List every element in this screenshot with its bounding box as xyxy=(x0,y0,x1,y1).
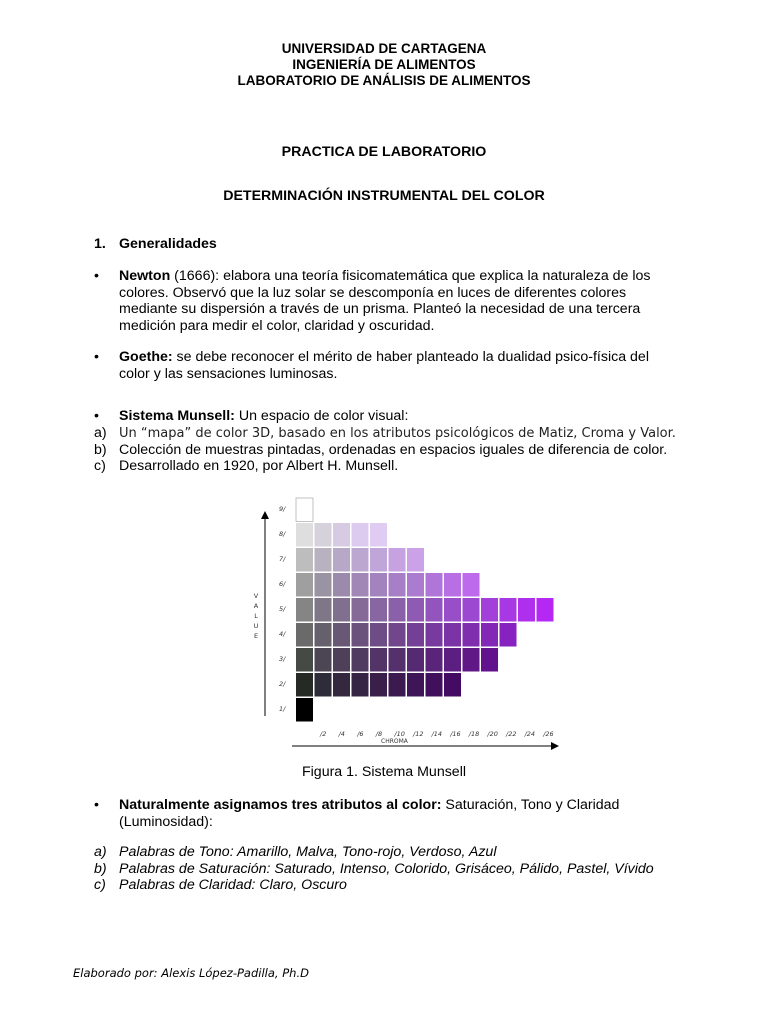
munsell-item-a: Un “mapa” de color 3D, basado en los atributos psicológicos de Matiz, Croma y Valor. xyxy=(119,426,676,441)
color-swatch xyxy=(518,598,535,622)
munsell-chart xyxy=(240,490,580,765)
color-swatch xyxy=(389,598,406,622)
color-swatch xyxy=(481,598,498,622)
chroma-tick-label: /12 xyxy=(413,730,424,738)
list-letter: a) xyxy=(94,844,107,860)
bullet-icon: • xyxy=(94,268,99,284)
color-swatch xyxy=(426,573,443,597)
value-tick-label: 5/ xyxy=(279,605,286,613)
header-program: INGENIERÍA DE ALIMENTOS xyxy=(292,57,476,72)
color-swatch xyxy=(370,523,387,547)
newton-label: Newton xyxy=(119,268,171,284)
attributes-label: Naturalmente asignamos tres atributos al color: xyxy=(119,797,442,813)
color-swatch xyxy=(296,698,313,722)
color-swatch xyxy=(370,573,387,597)
color-swatch xyxy=(426,623,443,647)
color-swatch xyxy=(296,498,313,522)
chroma-axis-label: CHROMA xyxy=(381,738,408,745)
munsell-heading: Sistema Munsell: Un espacio de color visual: xyxy=(119,408,409,424)
list-letter: c) xyxy=(94,458,106,474)
value-axis-letter: U xyxy=(253,622,259,630)
list-letter: b) xyxy=(94,861,107,877)
color-swatch xyxy=(426,673,443,697)
color-swatch xyxy=(333,623,350,647)
color-swatch xyxy=(352,548,369,572)
color-swatch xyxy=(315,673,332,697)
practice-title: PRACTICA DE LABORATORIO xyxy=(281,144,487,160)
header-lab: LABORATORIO DE ANÁLISIS DE ALIMENTOS xyxy=(237,73,531,88)
value-tick-label: 1/ xyxy=(279,705,286,713)
color-swatch xyxy=(389,673,406,697)
color-swatch xyxy=(463,573,480,597)
value-tick-label: 9/ xyxy=(279,505,286,513)
color-swatch xyxy=(352,573,369,597)
header-university: UNIVERSIDAD DE CARTAGENA xyxy=(281,41,487,56)
color-swatch xyxy=(333,523,350,547)
chroma-tick-label: /8 xyxy=(375,730,383,738)
color-swatch xyxy=(315,598,332,622)
figure-caption: Figura 1. Sistema Munsell xyxy=(301,764,466,780)
color-swatch xyxy=(315,573,332,597)
value-tick-label: 8/ xyxy=(279,530,286,538)
color-swatch xyxy=(407,573,424,597)
list-letter: a) xyxy=(94,425,107,441)
color-swatch xyxy=(389,648,406,672)
value-axis-letter: V xyxy=(253,592,259,600)
munsell-item-c: Desarrollado en 1920, por Albert H. Munsell. xyxy=(119,458,399,474)
color-swatch xyxy=(296,623,313,647)
color-swatch xyxy=(315,523,332,547)
color-swatch xyxy=(407,648,424,672)
value-axis-letter: A xyxy=(253,602,259,610)
color-swatch xyxy=(296,573,313,597)
document-title: DETERMINACIÓN INSTRUMENTAL DEL COLOR xyxy=(223,188,545,204)
color-swatch xyxy=(537,598,554,622)
color-swatch xyxy=(463,648,480,672)
color-swatch xyxy=(407,673,424,697)
chroma-tick-label: /16 xyxy=(450,730,461,738)
section-number: 1. xyxy=(94,236,106,252)
color-swatch xyxy=(315,548,332,572)
color-swatch xyxy=(463,598,480,622)
color-swatch xyxy=(407,548,424,572)
color-swatch xyxy=(296,673,313,697)
attribute-item-tone: Palabras de Tono: Amarillo, Malva, Tono-rojo, Verdoso, Azul xyxy=(119,844,497,860)
color-swatch xyxy=(426,648,443,672)
color-swatch xyxy=(389,548,406,572)
color-swatch xyxy=(296,548,313,572)
color-swatch xyxy=(481,648,498,672)
color-swatch xyxy=(500,623,517,647)
value-tick-label: 3/ xyxy=(279,655,286,663)
color-swatch xyxy=(333,573,350,597)
value-axis-letter: E xyxy=(253,632,259,640)
section-title: Generalidades xyxy=(119,236,217,252)
color-swatch xyxy=(352,523,369,547)
color-swatch xyxy=(389,573,406,597)
color-swatch xyxy=(352,598,369,622)
value-tick-label: 7/ xyxy=(279,555,286,563)
attribute-item-lightness: Palabras de Claridad: Claro, Oscuro xyxy=(119,877,347,893)
chroma-tick-label: /6 xyxy=(357,730,364,738)
color-swatch xyxy=(333,548,350,572)
color-swatch xyxy=(352,673,369,697)
color-swatch xyxy=(407,598,424,622)
newton-paragraph: Newton (1666): elabora una teoría fisicomatemática que explica la naturaleza de los colores. Observó que la luz solar se descomponía en luces de diferentes colores mediante su dispersión a través de un prisma. Planteó la necesidad de una tercera medición para medir el color, claridad y oscuridad. xyxy=(119,268,651,334)
goethe-label: Goethe: xyxy=(119,349,173,365)
color-swatch xyxy=(296,598,313,622)
chroma-tick-label: /26 xyxy=(543,730,554,738)
color-swatch xyxy=(333,598,350,622)
color-swatch xyxy=(370,673,387,697)
chroma-tick-label: /18 xyxy=(468,730,480,738)
color-swatch xyxy=(352,648,369,672)
chroma-tick-label: /22 xyxy=(506,730,517,738)
color-swatch xyxy=(315,623,332,647)
color-swatch xyxy=(352,623,369,647)
bullet-icon: • xyxy=(94,797,99,813)
color-swatch xyxy=(370,623,387,647)
bullet-icon: • xyxy=(94,408,99,424)
color-swatch xyxy=(333,648,350,672)
color-swatch xyxy=(370,548,387,572)
chroma-tick-label: /4 xyxy=(338,730,345,738)
color-swatch xyxy=(444,598,461,622)
bullet-icon: • xyxy=(94,349,99,365)
color-swatch xyxy=(407,623,424,647)
list-letter: b) xyxy=(94,442,107,458)
color-swatch xyxy=(444,648,461,672)
value-axis-label xyxy=(254,592,259,640)
chroma-tick-label: /20 xyxy=(487,730,498,738)
color-swatch xyxy=(315,648,332,672)
color-swatch xyxy=(444,673,461,697)
attributes-paragraph: Naturalmente asignamos tres atributos al color: Saturación, Tono y Claridad (Luminosidad): xyxy=(119,797,620,830)
value-axis-letter: L xyxy=(254,612,258,620)
chroma-tick-label: /14 xyxy=(431,730,443,738)
color-swatch xyxy=(463,623,480,647)
value-tick-label: 4/ xyxy=(279,630,286,638)
color-swatch xyxy=(370,598,387,622)
color-swatch xyxy=(370,648,387,672)
color-swatch xyxy=(444,623,461,647)
value-tick-label: 6/ xyxy=(279,580,286,588)
attribute-item-saturation: Palabras de Saturación: Saturado, Intenso, Colorido, Grisáceo, Pálido, Pastel, Vívido xyxy=(119,861,654,877)
color-swatch xyxy=(444,573,461,597)
list-letter: c) xyxy=(94,877,106,893)
color-swatch xyxy=(481,623,498,647)
munsell-item-b: Colección de muestras pintadas, ordenadas en espacios iguales de diferencia de color. xyxy=(119,442,668,458)
color-swatch xyxy=(389,623,406,647)
color-swatch xyxy=(333,673,350,697)
color-swatch xyxy=(296,523,313,547)
chroma-tick-label: /24 xyxy=(524,730,536,738)
chroma-tick-label: /10 xyxy=(394,730,405,738)
goethe-paragraph: Goethe: se debe reconocer el mérito de haber planteado la dualidad psico-física del color y las sensaciones luminosas. xyxy=(119,349,649,382)
color-swatch xyxy=(296,648,313,672)
chroma-tick-label: /2 xyxy=(320,730,327,738)
footer-author: Elaborado por: Alexis López-Padilla, Ph.D xyxy=(73,966,309,980)
color-swatch xyxy=(500,598,517,622)
color-swatch xyxy=(426,598,443,622)
value-tick-label: 2/ xyxy=(279,680,286,688)
